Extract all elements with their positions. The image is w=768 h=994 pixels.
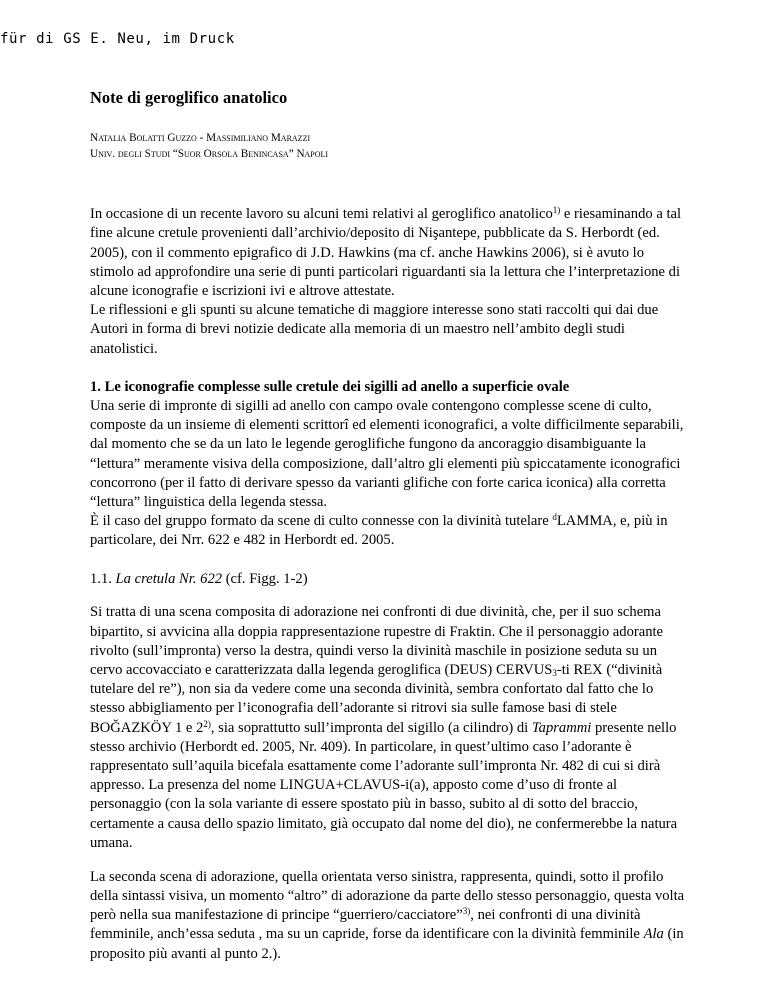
divine-determinative: d — [552, 512, 557, 523]
section-1-paragraph-2 — [90, 512, 690, 550]
subsection-figure-ref: (cf. Figg. 1-2) — [222, 570, 308, 587]
intro-text-cont: e riesaminando a tal fine alcune cretule provenienti dall’archivio/deposito di Nişantepe, pubblicate da S. Herbordt (ed. 2005), con il commento epigrafico di J.D. Hawkins (ma cf. anche Hawkins 2006), si è avuto lo stimolo ad approfondire una serie di punti particolari riguardanti sia la lettura che l’interpretazione di alcune iconografie e iscrizioni ivi e altrove attestate. — [90, 206, 682, 300]
subsection-title: La cretula Nr. 622 — [115, 570, 223, 587]
section-1 — [90, 378, 690, 551]
section-1-text: È il caso del gruppo formato da scene di culto connesse con la divinità tutelare — [90, 513, 553, 530]
subsection-number: 1.1. — [90, 570, 116, 587]
section-1-heading: 1. Le iconografie complesse sulle cretule dei sigilli ad anello a superficie ovale — [90, 378, 570, 395]
para-text: Si tratta di una scena composita di adorazione nei confronti di due divinità, che, per il suo schema bipartito, si avvicina alla doppia rappresentazione rupestre di Fraktin. Che il personaggio adorante rivolto (sull’impronta) verso la destra, quindi verso la divinità maschile in posizione seduta su un cervo accovacciato e caratterizzata dalla legenda geroglifica (DEUS) CERVUS — [90, 604, 664, 679]
footnote-ref-2: 2) — [203, 718, 211, 729]
intro-section — [90, 205, 690, 359]
subscript-index: 3 — [552, 668, 557, 679]
intro-paragraph-2: Le riflessioni e gli spunti su alcune tematiche di maggiore interesse sono stati raccolti qui dai due Autori in forma di brevi notizie dedicate alla memoria di un maestro nell’ambito degli studi anatolistici. — [90, 302, 659, 357]
author-names: Natalia Bolatti Guzzo - Massimiliano Marazzi — [90, 132, 311, 145]
name-ala: Ala — [643, 926, 664, 943]
section-1-1-paragraph-1 — [90, 603, 690, 853]
header-note: für di GS E. Neu, im Druck — [0, 31, 235, 47]
name-taprammi: Taprammi — [531, 719, 592, 736]
paper-body — [90, 88, 690, 978]
footnote-ref-3: 3) — [462, 906, 471, 917]
section-1-paragraph-1: Una serie di impronte di sigilli ad anello con campo ovale contengono complesse scene di culto, composte da un insieme di elementi scrittorî ed elementi iconografici, a volte difficilmente separabili, dal momento che se da un lato le legende geroglifiche fungono da ancoraggio disambiguante la “lettura” meramente visiva della composizione, dall’altro gli elementi più spiccatamente iconografici concorrono (per il fatto di derivare spesso da varianti glifiche con forte carica iconica) alla corretta “lettura” linguistica della legenda stessa. — [90, 398, 684, 511]
para-text: presente nello stesso archivio (Herbordt ed. 2005, Nr. 409). In particolare, in quest’ultimo caso l’adorante è rappresentato sull’aquila bicefala esattamente come l’adorante sull’impronta Nr. 482 di cui si dirà appresso. La presenza del nome LINGUA+CLAVUS-i(a), apposto come d’uso di fronte al personaggio (con la sola variante di essere spostato più in basso, subito al di sotto del braccio, certamente a causa dello spazio limitato, già occupato dal nome del dio), ne confermerebbe la natura umana. — [90, 719, 678, 851]
para-text: , sia soprattutto sull’impronta del sigillo (a cilindro) di — [210, 719, 532, 736]
author-block — [90, 130, 690, 162]
section-1-1 — [90, 570, 690, 964]
paper-title: Note di geroglifico anatolico — [90, 88, 288, 107]
para-text: La seconda scena di adorazione, quella orientata verso sinistra, rappresenta, quindi, sotto il profilo della sintassi visiva, un momento “altro” di adorazione da parte dello stesso personaggio, questa volta però nella sua manifestazione di principe “guerriero/cacciatore” — [90, 868, 685, 924]
para-text: -ti REX (“divinità tutelare del re”), non sia da vedere come una seconda divinità, sembra confortato dal fatto che lo stesso abbigliamento per l’iconografia dell’adorante si ritrovi sia sulle famose basi di stele BOĞAZKÖY 1 e 2 — [90, 662, 663, 736]
footnote-ref-1: 1) — [552, 205, 561, 216]
para-text: , nei confronti di una divinità femminile, anch’essa seduta , ma su un capride, forse da identificare con la divinità femminile — [90, 907, 644, 943]
section-1-1-heading — [90, 570, 690, 589]
para-text: (in proposito più avanti al punto 2.). — [90, 926, 684, 962]
section-1-1-paragraph-2 — [90, 868, 690, 964]
section-1-text-cont: LAMMA, e, più in particolare, dei Nrr. 622 e 482 in Herbordt ed. 2005. — [90, 513, 668, 549]
intro-text: In occasione di un recente lavoro su alcuni temi relativi al geroglifico anatolico — [90, 206, 553, 223]
intro-paragraph-1 — [90, 205, 690, 301]
author-affiliation: Univ. degli Studi “Suor Orsola Benincasa” Napoli — [90, 148, 329, 161]
